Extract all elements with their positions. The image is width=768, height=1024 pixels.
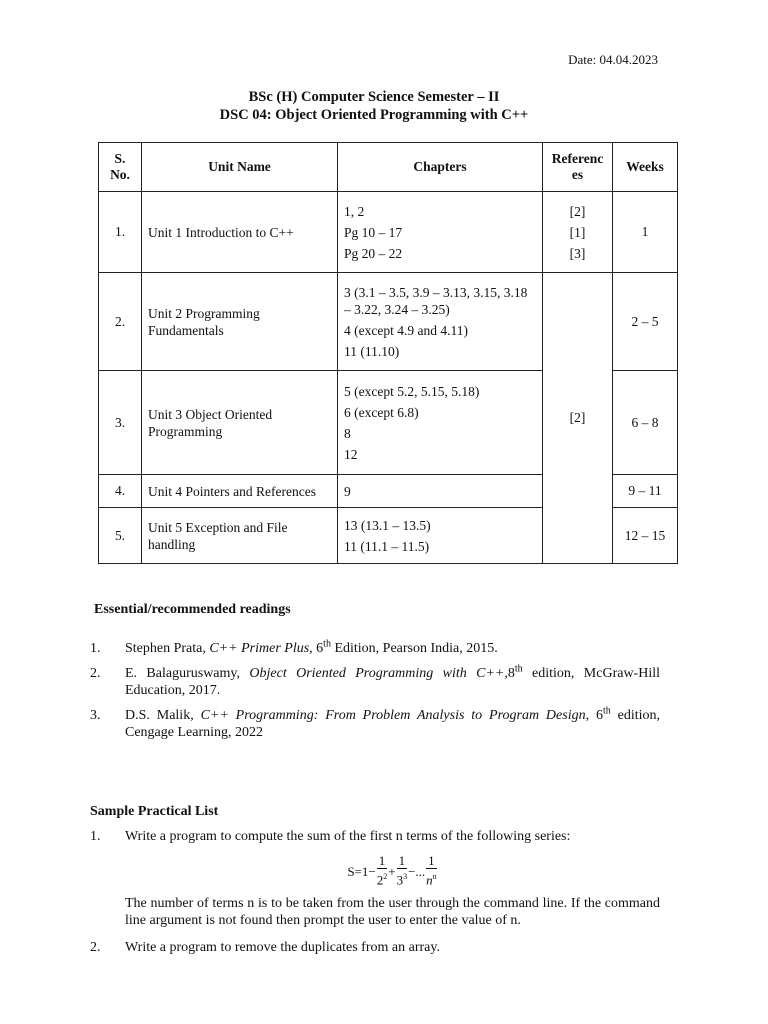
- table-row: [99, 273, 678, 371]
- fraction-denominator: [426, 869, 437, 887]
- practical-task: Write a program to remove the duplicates from an array.: [125, 940, 440, 955]
- weeks-cell: 12 – 15: [613, 508, 678, 564]
- fraction-numerator: 1: [378, 853, 386, 869]
- header-chapters: Chapters: [338, 143, 543, 192]
- chapter-line: 6 (except 6.8): [344, 404, 419, 420]
- weeks-cell: 9 – 11: [613, 475, 678, 508]
- table-row: [99, 192, 678, 273]
- reading-publisher: Edition, Pearson India, 2015.: [330, 641, 498, 656]
- reading-book-title: Object Oriented Programming with C++,: [249, 666, 508, 681]
- item-number: 3.: [90, 708, 101, 723]
- fraction: [426, 854, 437, 887]
- chapter-line: 11 (11.10): [344, 343, 400, 359]
- list-item: [90, 640, 660, 657]
- unit-name: Unit 3 Object Oriented Programming: [142, 371, 338, 475]
- chapter-line: 13 (13.1 – 13.5): [344, 517, 431, 533]
- chapter-line: Pg 10 – 17: [344, 224, 403, 240]
- syllabus-table: [98, 142, 678, 564]
- document-date: Date: 04.04.2023: [568, 52, 658, 67]
- edition-suffix: th: [323, 638, 331, 650]
- fraction-numerator: 1: [428, 853, 435, 869]
- header-references: Referenc es: [543, 143, 613, 192]
- weeks-cell: 6 – 8: [613, 371, 678, 475]
- course-line: BSc (H) Computer Science Semester – II: [248, 89, 500, 105]
- exponent: 2: [383, 872, 388, 882]
- chapters-cell: [338, 508, 543, 564]
- fraction: [377, 854, 388, 887]
- list-item: [90, 939, 660, 956]
- item-number: 1.: [90, 829, 101, 844]
- practical-note: The number of terms n is to be taken from the user through the command line. If the command line argument is not found then prompt the user to enter the value of n.: [125, 896, 660, 928]
- chapters-cell: [338, 475, 543, 508]
- chapter-line: 12: [344, 446, 358, 462]
- chapter-line: 11 (11.1 – 11.5): [344, 538, 430, 554]
- reading-author: E. Balaguruswamy,: [125, 666, 250, 681]
- item-number: 1.: [90, 641, 101, 656]
- exponent: n: [432, 872, 437, 882]
- reading-edition: , 6: [309, 641, 324, 656]
- reading-book-title: C++ Primer Plus: [209, 641, 310, 656]
- paper-line: DSC 04: Object Oriented Programming with C++: [219, 107, 529, 123]
- unit-name: Unit 4 Pointers and References: [142, 475, 338, 508]
- formula-lhs: S=1−: [347, 863, 376, 879]
- list-item: [90, 707, 660, 741]
- weeks-cell: 1: [613, 192, 678, 273]
- fraction-denominator: [377, 869, 388, 887]
- list-item: [90, 828, 660, 929]
- document-title: [0, 88, 748, 124]
- reading-book-title: C++ Programming: From Problem Analysis to Program Design: [200, 708, 586, 723]
- list-item: [90, 665, 660, 699]
- reference-line: [2]: [569, 203, 586, 219]
- edition-suffix: th: [602, 705, 611, 717]
- weeks-cell: 2 – 5: [613, 273, 678, 371]
- base: 2: [376, 872, 384, 888]
- header-weeks: Weeks: [613, 143, 678, 192]
- base: n: [426, 872, 433, 888]
- chapter-line: 8: [344, 425, 351, 441]
- practical-task: Write a program to compute the sum of the first n terms of the following series:: [125, 829, 571, 844]
- chapter-line: 4 (except 4.9 and 4.11): [344, 322, 468, 338]
- table-header-row: [99, 143, 678, 192]
- chapters-cell: [338, 273, 543, 371]
- row-number: 2.: [99, 273, 142, 371]
- unit-name: Unit 1 Introduction to C++: [142, 192, 338, 273]
- fraction-numerator: 1: [398, 853, 406, 869]
- reading-edition: , 6: [585, 708, 603, 723]
- row-number: 5.: [99, 508, 142, 564]
- header-sno: S. No.: [99, 143, 142, 192]
- edition-suffix: th: [514, 663, 523, 675]
- fraction-denominator: [397, 869, 408, 887]
- references-cell: [543, 192, 613, 273]
- reading-author: Stephen Prata,: [125, 641, 210, 656]
- row-number: 3.: [99, 371, 142, 475]
- item-number: 2.: [90, 940, 101, 955]
- formula-dots: −...: [408, 863, 426, 879]
- chapter-line: 9: [344, 483, 351, 499]
- reading-author: D.S. Malik,: [125, 708, 201, 723]
- unit-name: Unit 5 Exception and File handling: [142, 508, 338, 564]
- chapters-cell: [338, 192, 543, 273]
- series-formula: [125, 853, 660, 889]
- formula-plus: +: [388, 863, 396, 879]
- chapter-line: Pg 20 – 22: [344, 245, 403, 261]
- chapter-line: 5 (except 5.2, 5.15, 5.18): [344, 383, 480, 399]
- row-number: 1.: [99, 192, 142, 273]
- chapters-cell: [338, 371, 543, 475]
- reading-publisher: edition, Cengage Learning, 2022: [125, 708, 661, 740]
- reference-line: [3]: [569, 245, 586, 261]
- exponent: 3: [403, 872, 408, 882]
- references-shared-cell: [2]: [543, 273, 613, 564]
- header-unit-name: Unit Name: [142, 143, 338, 192]
- reading-edition: 8: [507, 666, 515, 681]
- fraction: [397, 854, 408, 887]
- practical-list: [90, 828, 660, 956]
- unit-name: Unit 2 Programming Fundamentals: [142, 273, 338, 371]
- base: 3: [396, 872, 404, 888]
- readings-list: [90, 640, 660, 749]
- row-number: 4.: [99, 475, 142, 508]
- chapter-line: 1, 2: [344, 203, 365, 219]
- reading-publisher: edition, McGraw-Hill Education, 2017.: [125, 666, 660, 698]
- item-number: 2.: [90, 666, 101, 681]
- reference-line: [1]: [569, 224, 586, 240]
- readings-heading: Essential/recommended readings: [94, 602, 291, 617]
- practical-heading: Sample Practical List: [90, 804, 219, 819]
- chapter-line: 3 (3.1 – 3.5, 3.9 – 3.13, 3.15, 3.18 – 3.22, 3.24 – 3.25): [344, 284, 528, 317]
